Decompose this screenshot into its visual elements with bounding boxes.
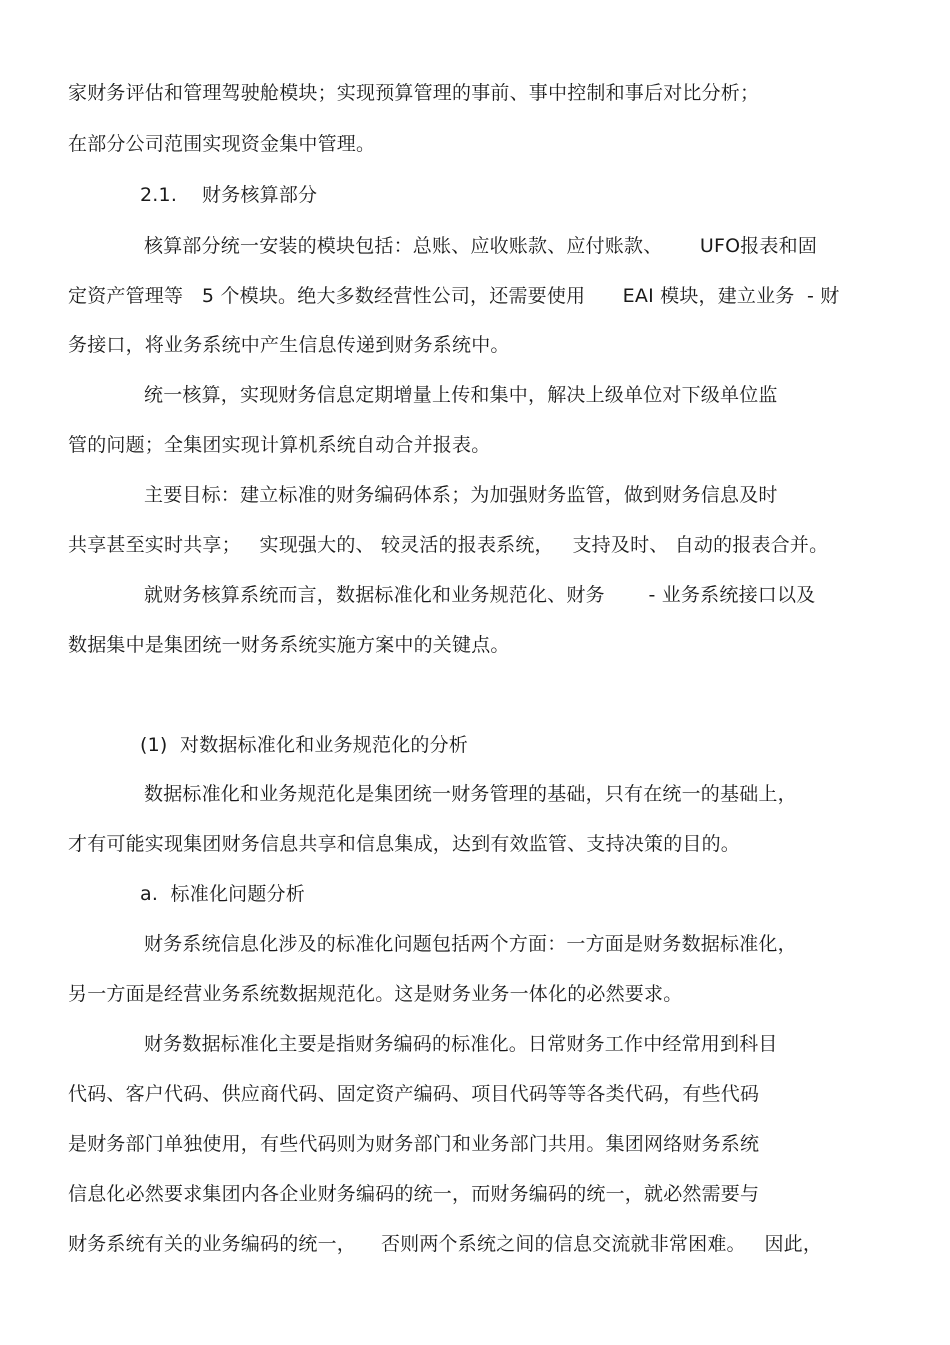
text-line: 数据集中是集团统一财务系统实施方案中的关键点。 xyxy=(68,634,510,656)
text-line: 数据标准化和业务规范化是集团统一财务管理的基础，只有在统一的基础上， xyxy=(144,783,797,805)
subsection-heading: a. 标准化问题分析 xyxy=(140,883,305,905)
text-line: 财务数据标准化主要是指财务编码的标准化。日常财务工作中经常用到科目 xyxy=(144,1033,778,1055)
text-line: 统一核算，实现财务信息定期增量上传和集中，解决上级单位对下级单位监 xyxy=(144,384,778,406)
text-line: 就财务核算系统而言，数据标准化和业务规范化、财务 - 业务系统接口以及 xyxy=(144,584,816,606)
text-line: 财务系统信息化涉及的标准化问题包括两个方面：一方面是财务数据标准化， xyxy=(144,933,797,955)
text-line: 在部分公司范围实现资金集中管理。 xyxy=(68,133,376,155)
text-line: 主要目标：建立标准的财务编码体系；为加强财务监管，做到财务信息及时 xyxy=(144,484,778,506)
text-line: 信息化必然要求集团内各企业财务编码的统一，而财务编码的统一，就必然需要与 xyxy=(68,1183,760,1205)
text-line: 务接口，将业务系统中产生信息传递到财务系统中。 xyxy=(68,334,510,356)
text-line: 另一方面是经营业务系统数据规范化。这是财务业务一体化的必然要求。 xyxy=(68,983,683,1005)
subsection-heading: (1) 对数据标准化和业务规范化的分析 xyxy=(140,734,468,756)
text-line: 家财务评估和管理驾驶舱模块；实现预算管理的事前、事中控制和事后对比分析； xyxy=(68,82,760,104)
text-line: 代码、客户代码、供应商代码、固定资产编码、项目代码等等各类代码，有些代码 xyxy=(68,1083,760,1105)
section-heading: 2.1. 财务核算部分 xyxy=(140,184,318,206)
text-line: 核算部分统一安装的模块包括：总账、应收账款、应付账款、 UFO报表和固 xyxy=(144,235,818,257)
text-line: 定资产管理等 5 个模块。绝大多数经营性公司，还需要使用 EAI 模块，建立业务 - 财 xyxy=(68,285,840,307)
text-line: 是财务部门单独使用，有些代码则为财务部门和业务部门共用。集团网络财务系统 xyxy=(68,1133,760,1155)
text-line: 才有可能实现集团财务信息共享和信息集成，达到有效监管、支持决策的目的。 xyxy=(68,833,741,855)
text-line: 财务系统有关的业务编码的统一， 否则两个系统之间的信息交流就非常困难。 因此， xyxy=(68,1233,823,1255)
text-line: 管的问题；全集团实现计算机系统自动合并报表。 xyxy=(68,434,491,456)
text-line: 共享甚至实时共享； 实现强大的、 较灵活的报表系统， 支持及时、 自动的报表合并。 xyxy=(68,534,829,556)
